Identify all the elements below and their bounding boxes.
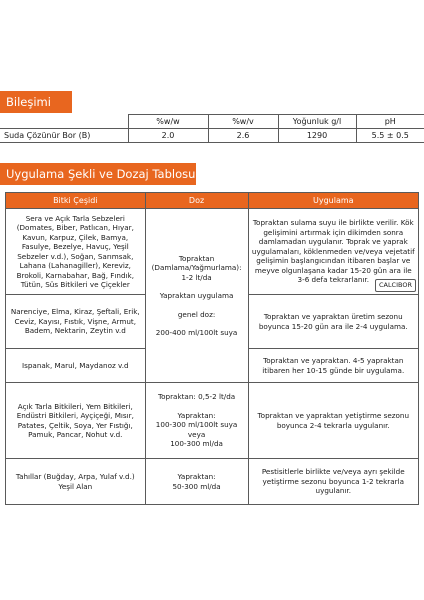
dose-text: 50-300 ml/da (172, 481, 221, 491)
value-ph: 5.5 ± 0.5 (356, 129, 424, 143)
value-wv: 2.6 (208, 129, 278, 143)
dose-text: Topraktan (178, 253, 215, 263)
dose-cell (145, 459, 248, 505)
composition-title: Bileşimi (0, 91, 72, 113)
dose-text: veya (187, 429, 206, 439)
usage-text: Topraktan sulama suyu ile birlikte verilir. Kök gelişimini artırmak için dikimden sonra damlamadan uygulanır. Toprak ve yaprak uygulamaları, köklenmeden ve/veya vejetatif gelişimin başlangıcından itibaren başlar ve meyve olgunlaşana kadar 15-20 gün ara ile 3-6 defa tekrarlanır. (251, 218, 415, 285)
header-ww: %w/w (128, 115, 208, 129)
composition-header-row (0, 115, 424, 129)
dose-text: 1-2 lt/da (181, 272, 212, 282)
header-plant: Bitki Çeşidi (6, 193, 146, 209)
plant-cell: Tahıllar (Buğday, Arpa, Yulaf v.d.) Yeşil Alan (6, 459, 146, 505)
plant-cell: Ispanak, Marul, Maydanoz v.d (6, 349, 146, 383)
dose-cell (145, 209, 248, 383)
usage-cell: Pestisitlerle birlikte ve/veya ayrı şekilde yetiştirme sezonu boyunca 1-2 tekrarla uygulanır. (248, 459, 418, 505)
dose-text: 100-300 ml/100lt suya (155, 420, 238, 430)
value-density: 1290 (278, 129, 356, 143)
composition-name: Suda Çözünür Bor (B) (0, 129, 128, 143)
header-ph: pH (356, 115, 424, 129)
dose-text: Yapraktan: (177, 472, 216, 481)
dose-text: Yapraktan uygulama (159, 291, 234, 300)
value-ww: 2.0 (128, 129, 208, 143)
table-row (6, 459, 419, 505)
header-density: Yoğunluk g/l (278, 115, 356, 129)
product-badge: CALCIBOR (375, 279, 416, 293)
header-dose: Doz (145, 193, 248, 209)
header-wv: %w/v (208, 115, 278, 129)
plant-cell: Açık Tarla Bitkileri, Yem Bitkileri, Endüstri Bitkileri, Ayçiçeği, Mısır, Patates, Çeltik, Soya, Yer Fıstığı, Pamuk, Pancar, Nohut v.d. (6, 383, 146, 459)
empty-cell (0, 115, 128, 129)
usage-cell: Topraktan ve yapraktan yetiştirme sezonu boyunca 2-4 tekrarla uygulanır. (248, 383, 418, 459)
dose-text: Topraktan: 0,5-2 lt/da (157, 392, 236, 402)
table-row (6, 383, 419, 459)
dosage-table (5, 192, 419, 505)
table-row (6, 209, 419, 295)
composition-table (0, 114, 424, 143)
usage-cell: Topraktan ve yapraktan. 4-5 yapraktan itibaren her 10-15 günde bir uygulama. (248, 349, 418, 383)
dose-text: 200-400 ml/100lt suya (155, 328, 238, 337)
dose-cell (145, 383, 248, 459)
dose-text: Yapraktan: (177, 410, 216, 420)
header-usage: Uygulama (248, 193, 418, 209)
dose-text: 100-300 ml/da (170, 439, 223, 449)
plant-cell: Narenciye, Elma, Kiraz, Şeftali, Erik, Ceviz, Kayısı, Fıstık, Vişne, Armut, Badem, Nektarin, Zeytin v.d (6, 295, 146, 349)
usage-cell: Topraktan ve yapraktan üretim sezonu boyunca 15-20 gün ara ile 2-4 uygulama. (248, 295, 418, 349)
plant-cell: Sera ve Açık Tarla Sebzeleri (Domates, Biber, Patlıcan, Hıyar, Kavun, Karpuz, Çilek, Bamya, Fasulye, Bezelye, Havuç, Yeşil Sebzeler v.d.), Soğan, Sarımsak, Lahana (Lahanagiller), Kereviz, Brokoli, Karnabahar, Bağ, Fındık, Tütün, Süs Bitkileri ve Çiçekler (6, 209, 146, 295)
dosage-title: Uygulama Şekli ve Dozaj Tablosu (0, 163, 196, 185)
dose-text: (Damlama/Yağmurlama): (151, 263, 242, 272)
dosage-header-row (6, 193, 419, 209)
composition-row (0, 129, 424, 143)
dose-text: genel doz: (177, 309, 216, 319)
usage-cell (248, 209, 418, 295)
